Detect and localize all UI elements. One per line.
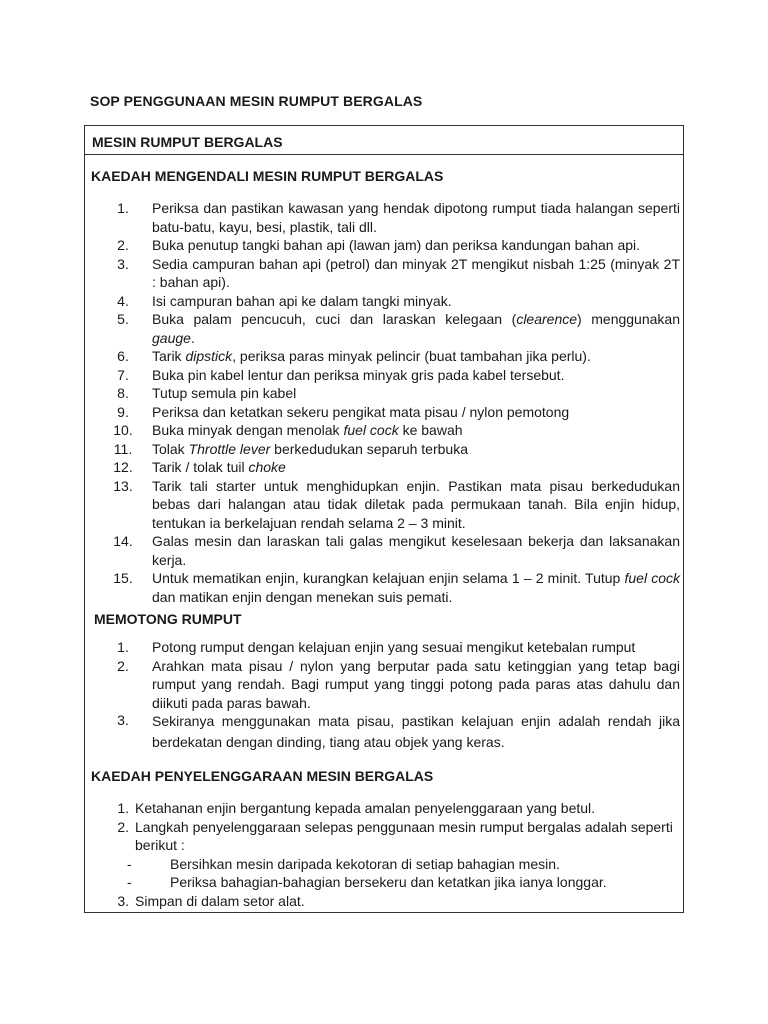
list-item: 3. Sekiranya menggunakan mata pisau, pastikan kelajuan enjin adalah rendah jika berdekatan dengan dinding, tiang atau objek yang keras. [117, 712, 680, 750]
sublist-item: - Bersihkan mesin daripada kekotoran di setiap bahagian mesin. [127, 855, 560, 872]
list-item: 13. Tarik tali starter untuk menghidupkan enjin. Pastikan mata pisau berkedudukan bebas dari halangan atau tidak diletak pada permukaan tanah. Bila enjin hidup, tentukan ia berkelajuan rendah selama 2 – 3 minit. [113, 477, 680, 531]
list-item: 1. Potong rumput dengan kelajuan enjin yang sesuai mengikut ketebalan rumput [117, 639, 636, 655]
list-item: 7. Buka pin kabel lentur dan periksa minyak gris pada kabel tersebut. [117, 366, 565, 383]
maintenance-sublist [105, 855, 680, 892]
list-item: 4. Isi campuran bahan api ke dalam tangki minyak. [117, 292, 452, 309]
operating-steps-list [105, 199, 680, 606]
list-item: 3. Sedia campuran bahan api (petrol) dan minyak 2T mengikut nisbah 1:25 (minyak 2T : bahan api). [117, 255, 680, 290]
list-item: 2. Arahkan mata pisau / nylon yang berputar pada satu ketinggian yang tetap bagi rumput yang rendah. Bagi rumput yang tinggi potong pada paras atas dahulu dan diikuti pada paras bawah. [117, 657, 680, 711]
section-title-operating: KAEDAH MENGENDALI MESIN RUMPUT BERGALAS [91, 168, 444, 184]
list-item: 1. Periksa dan pastikan kawasan yang hendak dipotong rumput tiada halangan seperti batu-batu, kayu, besi, plastik, tali dll. [117, 200, 680, 235]
list-item: 6. Tarik dipstick, periksa paras minyak pelincir (buat tambahan jika perlu). [117, 348, 591, 364]
document-title: SOP PENGGUNAAN MESIN RUMPUT BERGALAS [90, 93, 423, 109]
list-item: 1. Ketahanan enjin bergantung kepada amalan penyelenggaraan yang betul. [117, 800, 596, 816]
list-item: 11. Tolak Throttle lever berkedudukan separuh terbuka [113, 440, 468, 457]
list-item: 10. Buka minyak dengan menolak fuel cock ke bawah [113, 422, 463, 438]
sublist-item: - Periksa bahagian-bahagian bersekeru dan ketatkan jika ianya longgar. [127, 874, 607, 890]
list-item: 9. Periksa dan ketatkan sekeru pengikat mata pisau / nylon pemotong [117, 403, 570, 420]
list-item: 15. Untuk mematikan enjin, kurangkan kelajuan enjin selama 1 – 2 minit. Tutup fuel cock dan matikan enjin dengan menekan suis pemati. [113, 570, 681, 605]
list-item: 8. Tutup semula pin kabel [117, 385, 297, 401]
maintenance-steps-list [105, 799, 680, 910]
cutting-steps-list [105, 638, 680, 753]
table-header: MESIN RUMPUT BERGALAS [85, 126, 683, 155]
section-title-maintenance: KAEDAH PENYELENGGARAAN MESIN BERGALAS [91, 768, 434, 784]
list-item: 2. Langkah penyelenggaraan selepas penggunaan mesin rumput bergalas adalah seperti berikut : - Bersihkan mesin daripada kekotoran di setiap bahagian mesin. - Periksa bahagian-bahagian bersekeru dan ketatkan jika ianya longgar. [105, 818, 680, 892]
list-item: 3. Simpan di dalam setor alat. [117, 892, 305, 909]
section-title-cutting: MEMOTONG RUMPUT [94, 611, 242, 627]
list-item: 5. Buka palam pencucuh, cuci dan laraskan kelegaan (clearence) menggunakan gauge. [117, 311, 680, 346]
list-item: 2. Buka penutup tangki bahan api (lawan jam) dan periksa kandungan bahan api. [117, 237, 641, 253]
list-item: 14. Galas mesin dan laraskan tali galas mengikut keselesaan bekerja dan laksanakan kerja. [113, 533, 680, 568]
list-item: 12. Tarik / tolak tuil choke [113, 459, 286, 475]
